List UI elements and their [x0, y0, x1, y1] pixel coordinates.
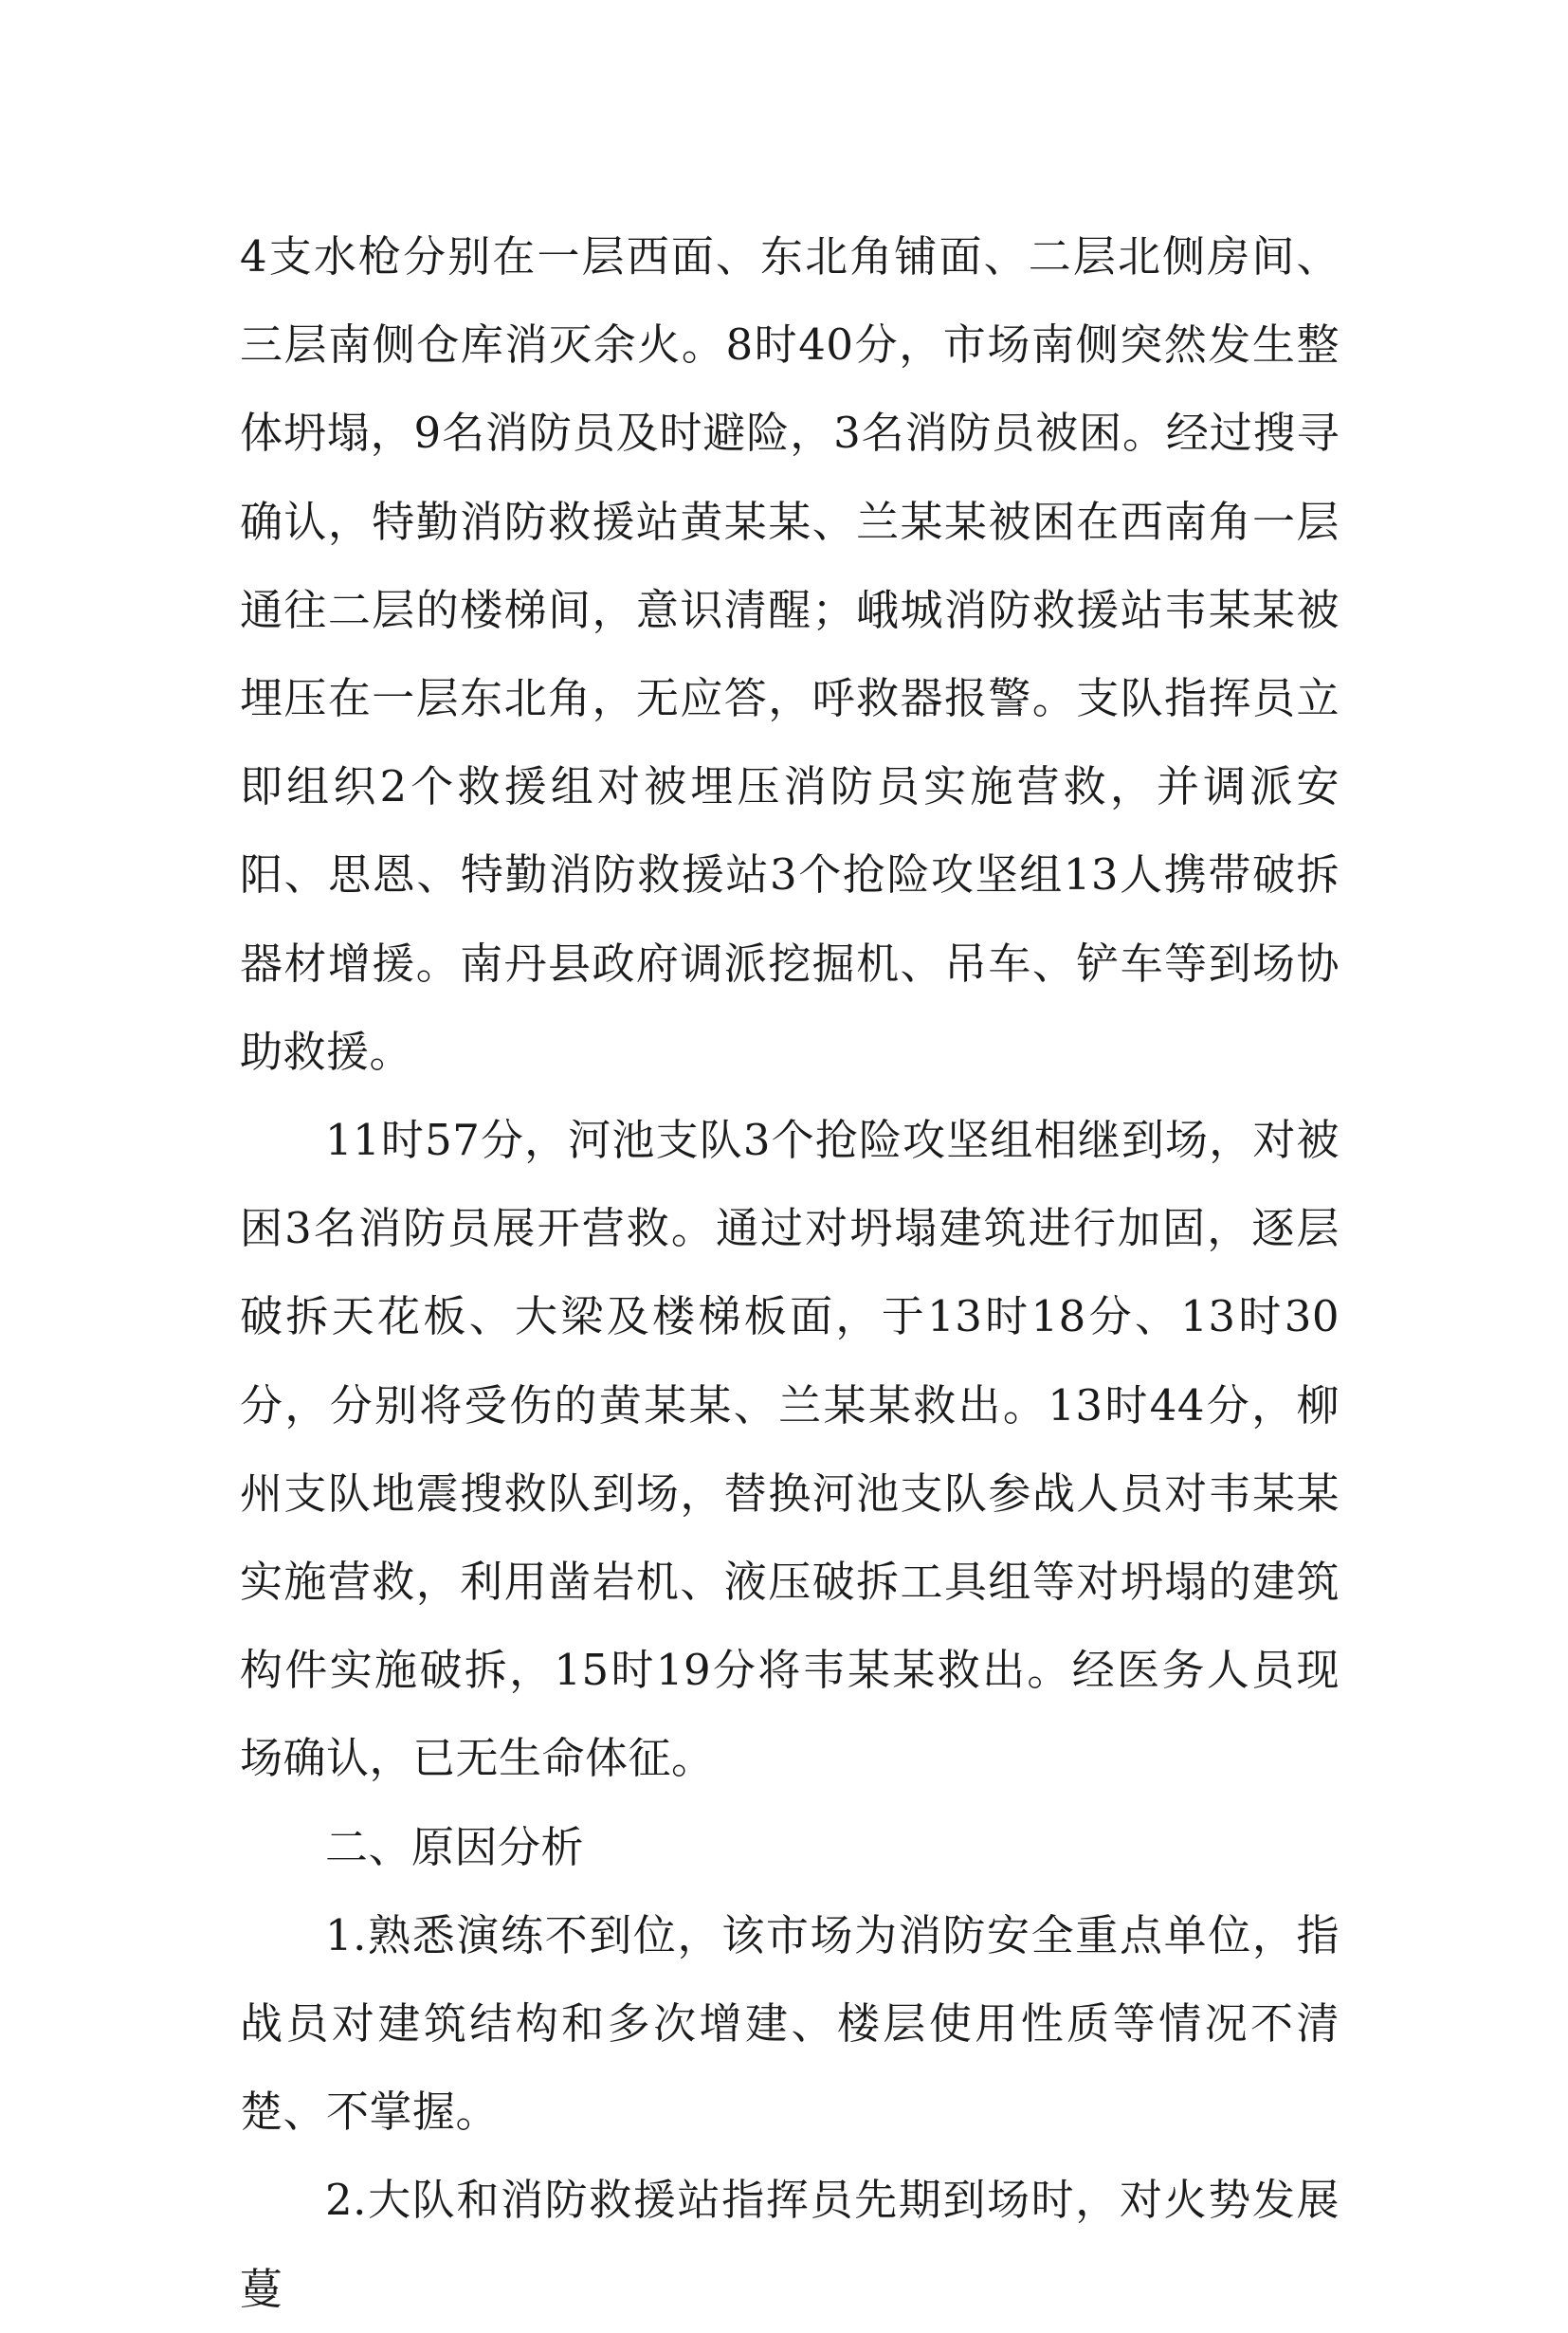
- paragraph-cause-2: 2.大队和消防救援站指挥员先期到场时，对火势发展蔓: [240, 2175, 1340, 2314]
- section-heading-cause-analysis: 二、原因分析: [325, 1821, 585, 1872]
- document-body: [240, 212, 1340, 2333]
- paragraph-cause-1: 1.熟悉演练不到位，该市场为消防安全重点单位，指战员对建筑结构和多次增建、楼层使用性质等情况不清楚、不掌握。: [240, 1909, 1340, 2138]
- paragraph-rescue-progress: 4支水枪分别在一层西面、东北角铺面、二层北侧房间、三层南侧仓库消灭余火。8时40分，市场南侧突然发生整体坍塌，9名消防员及时避险，3名消防员被困。经过搜寻确认，特勤消防救援站黄某某、兰某某被困在西南角一层通往二层的楼梯间，意识清醒；峨城消防救援站韦某某被埋压在一层东北角，无应答，呼救器报警。支队指挥员立即组织2个救援组对被埋压消防员实施营救，并调派安阳、思恩、特勤消防救援站3个抢险攻坚组13人携带破拆器材增援。南丹县政府调派挖掘机、吊车、铲车等到场协助救援。: [240, 231, 1340, 1077]
- paragraph-rescue-completion: 11时57分，河池支队3个抢险攻坚组相继到场，对被困3名消防员展开营救。通过对坍塌建筑进行加固，逐层破拆天花板、大梁及楼梯板面，于13时18分、13时30分，分别将受伤的黄某某、兰某某救出。13时44分，柳州支队地震搜救队到场，替换河池支队参战人员对韦某某实施营救，利用凿岩机、液压破拆工具组等对坍塌的建筑构件实施破拆，15时19分将韦某某救出。经医务人员现场确认，已无生命体征。: [240, 1115, 1340, 1784]
